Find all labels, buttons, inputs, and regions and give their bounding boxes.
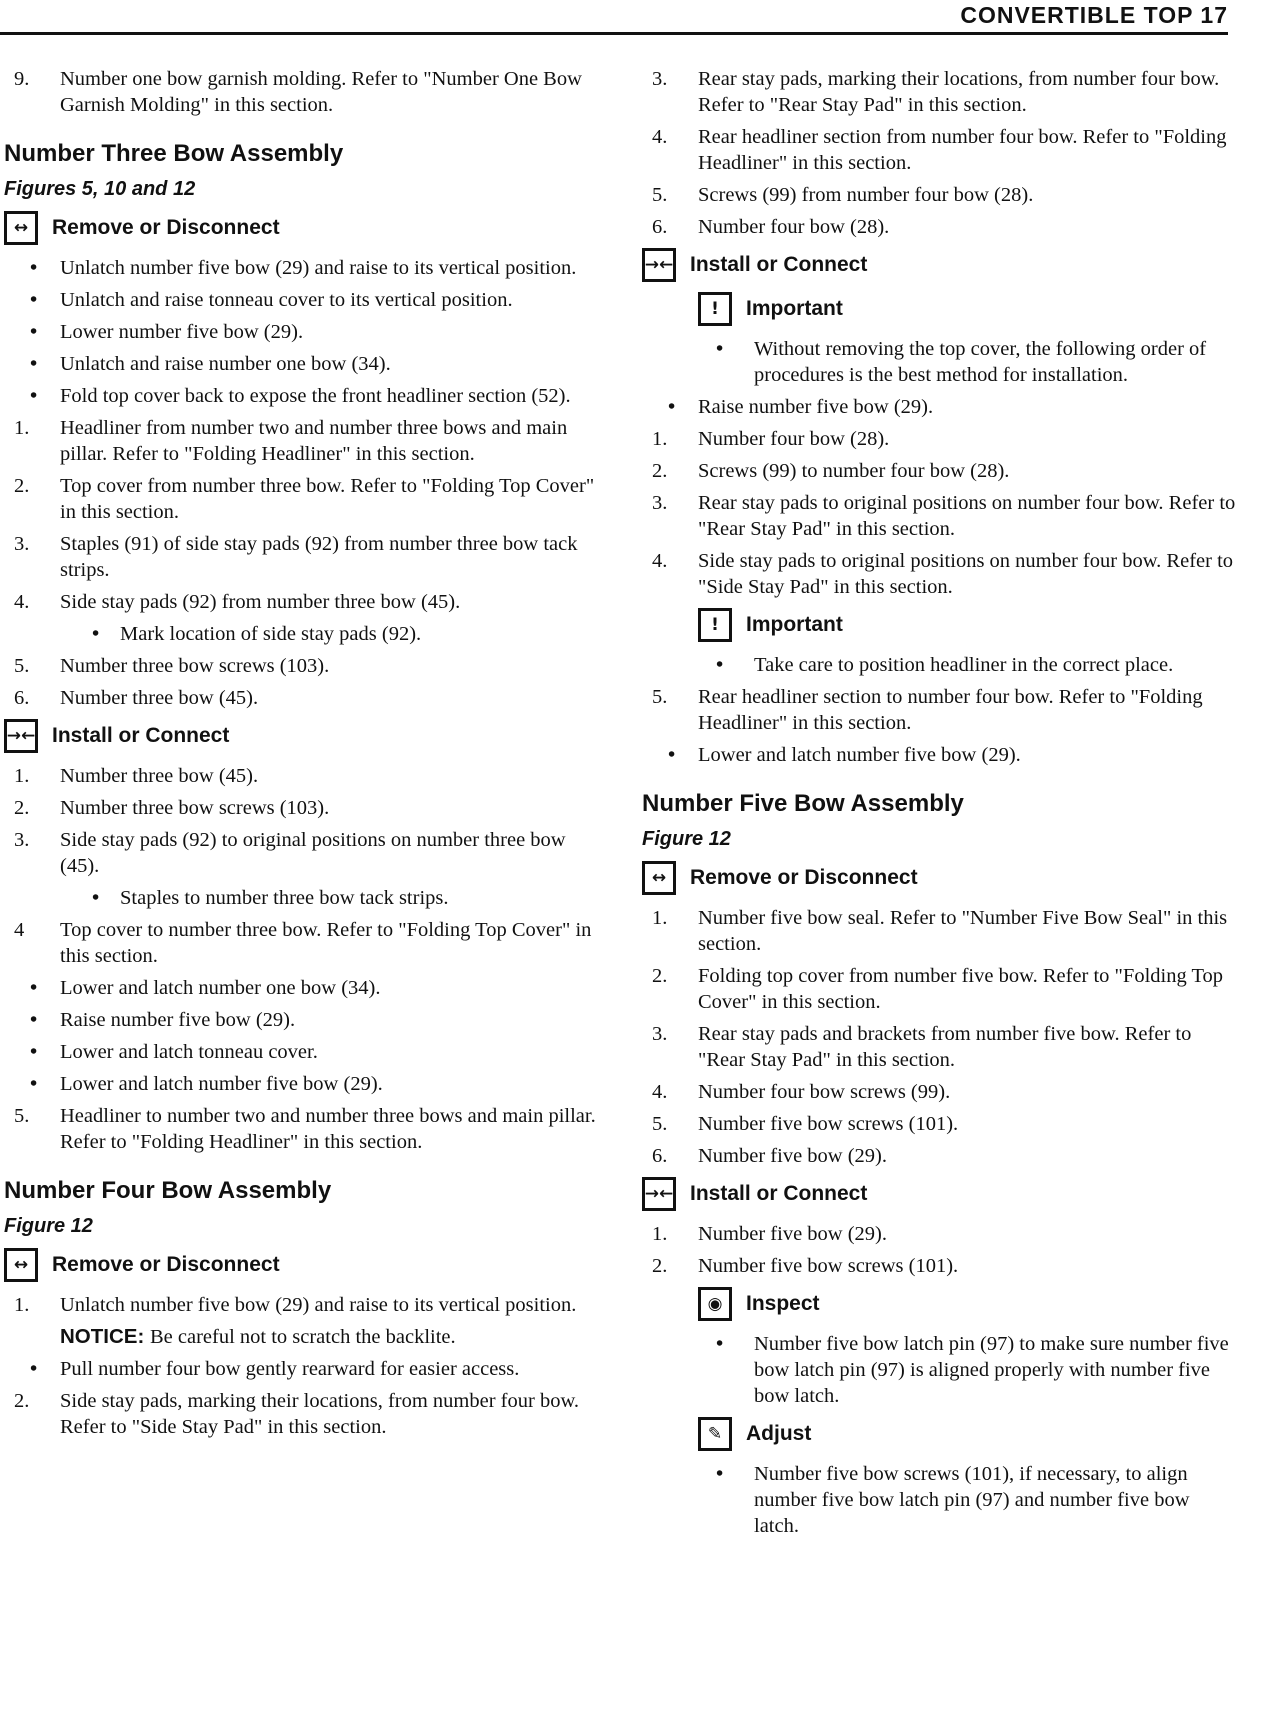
step-number: 1. <box>14 417 30 439</box>
step-text: Number one bow garnish molding. Refer to "Number One Bow Garnish Molding" in this section. <box>60 68 582 116</box>
bullet-step <box>0 885 600 911</box>
numbered-step <box>638 1221 1238 1247</box>
indented-block <box>694 608 1238 642</box>
step-text: Headliner to number two and number three bows and main pillar. Refer to "Folding Headliner" in this section. <box>60 1105 596 1153</box>
action-label: Install or Connect <box>690 1182 868 1205</box>
bullet-text: Unlatch number five bow (29) and raise to its vertical position. <box>60 257 577 279</box>
step-number: 4. <box>652 1081 668 1103</box>
step-text: Rear stay pads, marking their locations, from number four bow. Refer to "Rear Stay Pad" in this section. <box>698 68 1220 116</box>
step-text: Side stay pads (92) to original positions on number three bow (45). <box>60 829 566 877</box>
step-number: 5. <box>652 1113 668 1135</box>
step-text: Side stay pads (92) from number three bow (45). <box>60 591 461 613</box>
step-number: 4 <box>14 919 25 941</box>
bullet-icon: • <box>30 977 38 999</box>
numbered-step <box>638 124 1238 176</box>
numbered-step <box>638 490 1238 542</box>
bullet-step <box>0 1007 600 1033</box>
action-header <box>698 1417 1238 1451</box>
bullet-text: Unlatch and raise number one bow (34). <box>60 353 391 375</box>
step-text: Rear headliner section to number four bow. Refer to "Folding Headliner" in this section. <box>698 686 1203 734</box>
bullet-icon: • <box>30 289 38 311</box>
step-text: Rear stay pads to original positions on number four bow. Refer to "Rear Stay Pad" in this section. <box>698 492 1236 540</box>
indented-block <box>694 1331 1238 1409</box>
bullet-text: Mark location of side stay pads (92). <box>120 623 422 645</box>
bullet-icon: • <box>716 338 724 360</box>
action-header <box>642 248 1238 282</box>
step-number: 2. <box>652 460 668 482</box>
step-number: 1. <box>652 907 668 929</box>
indented-block <box>694 1287 1238 1321</box>
action-header <box>4 1248 600 1282</box>
step-number: 5. <box>652 184 668 206</box>
step-text: Unlatch number five bow (29) and raise to its vertical position. <box>60 1294 577 1316</box>
step-text: Number five bow (29). <box>698 1145 888 1167</box>
bullet-step <box>0 975 600 1001</box>
bullet-icon: • <box>30 353 38 375</box>
step-number: 1. <box>652 1223 668 1245</box>
action-header <box>698 1287 1238 1321</box>
numbered-step <box>638 1111 1238 1137</box>
bullet-step <box>694 336 1238 388</box>
bullet-text: Lower number five bow (29). <box>60 321 304 343</box>
numbered-step <box>0 653 600 679</box>
action-label: Remove or Disconnect <box>52 216 280 239</box>
numbered-step <box>0 1292 600 1318</box>
step-number: 1. <box>14 1294 30 1316</box>
step-text: Side stay pads, marking their locations, from number four bow. Refer to "Side Stay Pad" in this section. <box>60 1390 580 1438</box>
numbered-step <box>638 182 1238 208</box>
step-number: 4. <box>652 126 668 148</box>
indented-block <box>694 1461 1238 1539</box>
section-heading: Number Four Bow Assembly <box>4 1177 332 1204</box>
step-number: 1. <box>14 765 30 787</box>
numbered-step <box>638 684 1238 736</box>
install-icon: →← <box>4 719 38 753</box>
step-text: Number three bow screws (103). <box>60 797 330 819</box>
numbered-step <box>0 795 600 821</box>
section-heading: Number Five Bow Assembly <box>642 790 964 817</box>
bullet-step <box>694 1461 1238 1539</box>
numbered-step <box>0 415 600 467</box>
numbered-step <box>638 426 1238 452</box>
remove-icon: ↔ <box>4 211 38 245</box>
bullet-text: Fold top cover back to expose the front headliner section (52). <box>60 385 571 407</box>
bullet-icon: • <box>30 1358 38 1380</box>
action-label: Important <box>746 297 843 320</box>
numbered-step <box>638 1021 1238 1073</box>
numbered-step <box>0 827 600 879</box>
indented-block <box>694 336 1238 388</box>
action-label: Remove or Disconnect <box>690 866 918 889</box>
step-text: Number four bow screws (99). <box>698 1081 951 1103</box>
bullet-text: Unlatch and raise tonneau cover to its vertical position. <box>60 289 513 311</box>
right-column <box>638 62 1238 1545</box>
step-number: 2. <box>652 965 668 987</box>
bullet-step <box>0 1071 600 1097</box>
step-number: 4. <box>652 550 668 572</box>
bullet-icon: • <box>668 396 676 418</box>
step-number: 6. <box>14 687 30 709</box>
step-number: 5. <box>14 655 30 677</box>
bullet-text: Take care to position headliner in the correct place. <box>754 654 1174 676</box>
bullet-icon: • <box>716 654 724 676</box>
figure-reference: Figure 12 <box>4 1215 93 1237</box>
bullet-icon: • <box>668 744 676 766</box>
step-number: 3. <box>14 533 30 555</box>
bullet-icon: • <box>30 385 38 407</box>
action-header <box>698 292 1238 326</box>
step-text: Number three bow screws (103). <box>60 655 330 677</box>
action-label: Important <box>746 613 843 636</box>
bullet-step <box>0 255 600 281</box>
action-label: Adjust <box>746 1422 812 1445</box>
step-number: 5. <box>14 1105 30 1127</box>
notice-text: Be careful not to scratch the backlite. <box>149 1326 456 1348</box>
bullet-step <box>0 1039 600 1065</box>
bullet-text: Lower and latch number one bow (34). <box>60 977 381 999</box>
step-number: 2. <box>14 1390 30 1412</box>
action-header <box>642 861 1238 895</box>
bullet-step <box>0 1356 600 1382</box>
bullet-step <box>694 652 1238 678</box>
bullet-text: Lower and latch number five bow (29). <box>698 744 1021 766</box>
figure-reference: Figures 5, 10 and 12 <box>4 178 196 200</box>
step-number: 6. <box>652 216 668 238</box>
step-text: Headliner from number two and number three bows and main pillar. Refer to "Folding Headliner" in this section. <box>60 417 568 465</box>
important-icon: ! <box>698 608 732 642</box>
bullet-step <box>0 383 600 409</box>
bullet-text: Pull number four bow gently rearward for easier access. <box>60 1358 520 1380</box>
action-label: Inspect <box>746 1292 820 1315</box>
numbered-step <box>638 458 1238 484</box>
install-icon: →← <box>642 248 676 282</box>
numbered-step <box>638 1143 1238 1169</box>
step-text: Rear stay pads and brackets from number five bow. Refer to "Rear Stay Pad" in this section. <box>698 1023 1192 1071</box>
step-number: 4. <box>14 591 30 613</box>
step-text: Screws (99) from number four bow (28). <box>698 184 1034 206</box>
step-text: Number five bow (29). <box>698 1223 888 1245</box>
indented-block <box>694 292 1238 326</box>
figure-reference: Figure 12 <box>642 828 731 850</box>
bullet-icon: • <box>92 887 100 909</box>
step-number: 2. <box>14 797 30 819</box>
bullet-icon: • <box>30 257 38 279</box>
numbered-step <box>638 1079 1238 1105</box>
bullet-icon: • <box>30 321 38 343</box>
step-number: 1. <box>652 428 668 450</box>
bullet-step <box>0 621 600 647</box>
action-header <box>4 719 600 753</box>
bullet-text: Without removing the top cover, the following order of procedures is the best method for installation. <box>754 338 1207 386</box>
step-text: Number five bow screws (101). <box>698 1255 959 1277</box>
action-header <box>642 1177 1238 1211</box>
step-text: Screws (99) to number four bow (28). <box>698 460 1010 482</box>
action-label: Install or Connect <box>690 253 868 276</box>
step-text: Top cover to number three bow. Refer to "Folding Top Cover" in this section. <box>60 919 592 967</box>
indented-block <box>694 652 1238 678</box>
numbered-step <box>0 473 600 525</box>
step-number: 3. <box>14 829 30 851</box>
step-text: Folding top cover from number five bow. Refer to "Folding Top Cover" in this section. <box>698 965 1224 1013</box>
bullet-step <box>638 742 1238 768</box>
numbered-step <box>638 214 1238 240</box>
remove-icon: ↔ <box>4 1248 38 1282</box>
step-number: 3. <box>652 68 668 90</box>
step-text: Top cover from number three bow. Refer to "Folding Top Cover" in this section. <box>60 475 595 523</box>
page-header <box>0 0 1228 35</box>
numbered-step <box>0 917 600 969</box>
step-number: 3. <box>652 1023 668 1045</box>
bullet-step <box>0 287 600 313</box>
action-label: Remove or Disconnect <box>52 1253 280 1276</box>
numbered-step <box>638 963 1238 1015</box>
step-number: 6. <box>652 1145 668 1167</box>
action-header <box>698 608 1238 642</box>
notice-label: NOTICE: <box>60 1325 150 1348</box>
step-number: 2. <box>652 1255 668 1277</box>
bullet-step <box>694 1331 1238 1409</box>
bullet-text: Raise number five bow (29). <box>698 396 934 418</box>
bullet-icon: • <box>92 623 100 645</box>
bullet-text: Number five bow latch pin (97) to make sure number five bow latch pin (97) is aligned properly with number five bow latch. <box>754 1333 1229 1407</box>
step-number: 3. <box>652 492 668 514</box>
step-text: Number three bow (45). <box>60 687 259 709</box>
step-number: 2. <box>14 475 30 497</box>
bullet-icon: • <box>30 1073 38 1095</box>
bullet-icon: • <box>716 1463 724 1485</box>
adjust-icon: ✎ <box>698 1417 732 1451</box>
step-text: Number five bow screws (101). <box>698 1113 959 1135</box>
bullet-step <box>0 351 600 377</box>
bullet-text: Lower and latch tonneau cover. <box>60 1041 318 1063</box>
bullet-text: Staples to number three bow tack strips. <box>120 887 449 909</box>
numbered-step <box>0 66 600 118</box>
bullet-step <box>638 394 1238 420</box>
step-number: 5. <box>652 686 668 708</box>
numbered-step <box>0 589 600 615</box>
step-text: Number five bow seal. Refer to "Number Five Bow Seal" in this section. <box>698 907 1228 955</box>
remove-icon: ↔ <box>642 861 676 895</box>
numbered-step <box>638 66 1238 118</box>
section-heading: Number Three Bow Assembly <box>4 140 344 167</box>
notice <box>0 1324 600 1350</box>
numbered-step <box>0 685 600 711</box>
numbered-step <box>0 531 600 583</box>
numbered-step <box>638 1253 1238 1279</box>
step-text: Staples (91) of side stay pads (92) from number three bow tack strips. <box>60 533 578 581</box>
numbered-step <box>0 1388 600 1440</box>
bullet-text: Raise number five bow (29). <box>60 1009 296 1031</box>
indented-block <box>694 1417 1238 1451</box>
bullet-text: Lower and latch number five bow (29). <box>60 1073 383 1095</box>
bullet-icon: • <box>716 1333 724 1355</box>
numbered-step <box>0 1103 600 1155</box>
step-number: 9. <box>14 68 30 90</box>
important-icon: ! <box>698 292 732 326</box>
bullet-icon: • <box>30 1009 38 1031</box>
bullet-text: Number five bow screws (101), if necessary, to align number five bow latch pin (97) and number five bow latch. <box>754 1463 1190 1537</box>
step-text: Side stay pads to original positions on number four bow. Refer to "Side Stay Pad" in this section. <box>698 550 1234 598</box>
numbered-step <box>0 763 600 789</box>
numbered-step <box>638 905 1238 957</box>
inspect-icon: ◉ <box>698 1287 732 1321</box>
left-column <box>0 62 600 1446</box>
step-text: Number three bow (45). <box>60 765 259 787</box>
install-icon: →← <box>642 1177 676 1211</box>
page-title: CONVERTIBLE TOP 17 <box>960 2 1228 28</box>
step-text: Number four bow (28). <box>698 428 890 450</box>
step-text: Number four bow (28). <box>698 216 890 238</box>
action-label: Install or Connect <box>52 724 230 747</box>
bullet-step <box>0 319 600 345</box>
bullet-icon: • <box>30 1041 38 1063</box>
step-text: Rear headliner section from number four bow. Refer to "Folding Headliner" in this section. <box>698 126 1227 174</box>
action-header <box>4 211 600 245</box>
numbered-step <box>638 548 1238 600</box>
